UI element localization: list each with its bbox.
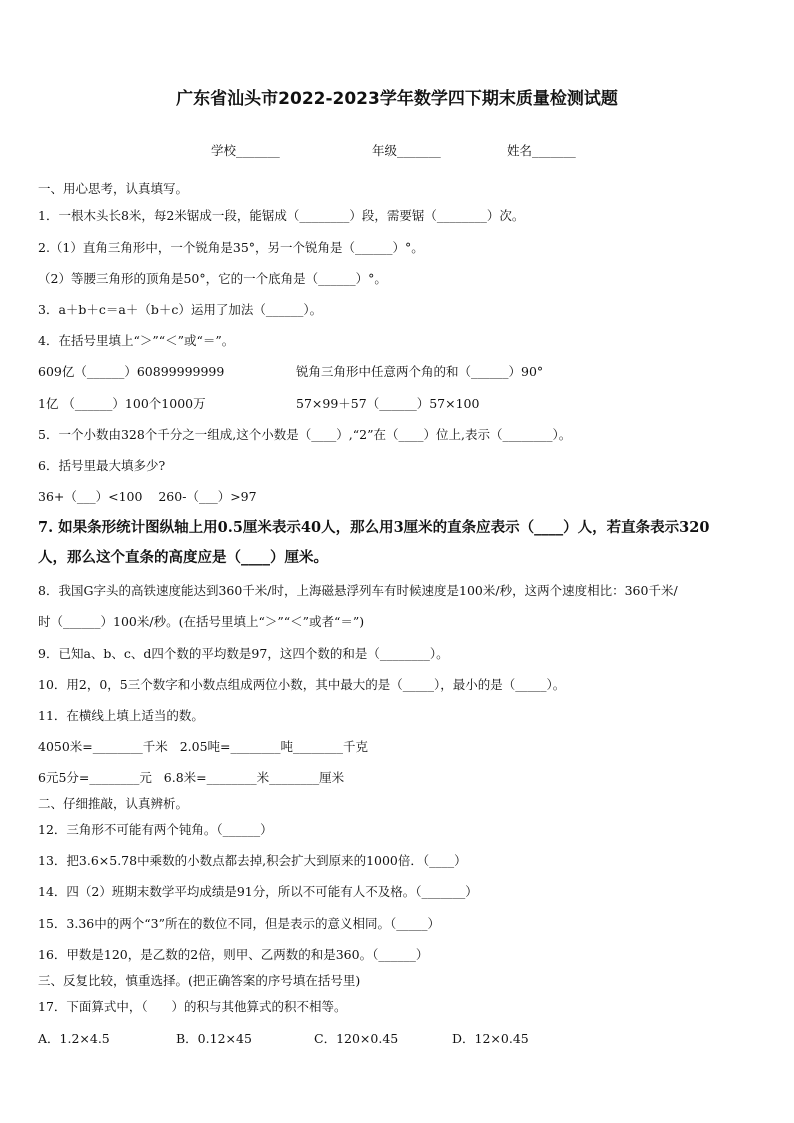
option-b: B．0.12×45 — [176, 1031, 252, 1046]
name-field: 姓名_______ — [507, 143, 576, 158]
question-13: 13．把3.6×5.78中乘数的小数点都去掉,积会扩大到原来的1000倍．（____） — [38, 853, 467, 868]
question-3: 3．a＋b＋c＝a＋（b＋c）运用了加法（______）。 — [38, 302, 323, 317]
school-field: 学校_______ — [211, 143, 280, 158]
question-14: 14．四（2）班期末数学平均成绩是91分，所以不可能有人不及格。（_______） — [38, 884, 478, 899]
question-9: 9．已知a、b、c、d四个数的平均数是97，这四个数的和是（________）。 — [38, 646, 449, 661]
question-4-row-2-left: 1亿 （______）100个1000万 — [38, 396, 206, 411]
option-c: C．120×0.45 — [314, 1031, 399, 1046]
question-2-part-2: （2）等腰三角形的顶角是50°，它的一个底角是（______）°。 — [38, 271, 387, 286]
option-a: A．1.2×4.5 — [38, 1031, 110, 1046]
question-16: 16．甲数是120，是乙数的2倍，则甲、乙两数的和是360。（______） — [38, 947, 429, 962]
question-4-row-2-right: 57×99＋57（______）57×100 — [296, 396, 480, 411]
question-11-row-2: 6元5分=________元 6.8米=________米________厘米 — [38, 770, 345, 785]
page-title: 广东省汕头市2022-2023学年数学四下期末质量检测试题 — [176, 89, 618, 109]
question-1: 1．一根木头长8米，每2米锯成一段，能锯成（________）段，需要锯（________）次。 — [38, 208, 525, 223]
option-d: D．12×0.45 — [452, 1031, 529, 1046]
grade-field: 年级_______ — [372, 143, 441, 158]
question-8-line-1: 8．我国G字头的高铁速度能达到360千米/时，上海磁悬浮列车有时候速度是100米/秒，这两个速度相比：360千米/ — [38, 583, 678, 598]
question-8-line-2: 时（______）100米/秒。(在括号里填上“＞”“＜”或者“＝”) — [38, 614, 365, 629]
question-4-row-1-left: 609亿（______）60899999999 — [38, 364, 225, 379]
question-7-line-2: 人，那么这个直条的高度应是（____）厘米。 — [38, 549, 328, 566]
question-17: 17．下面算式中，（ ）的积与其他算式的积不相等。 — [38, 999, 347, 1014]
section-1-heading: 一、用心思考，认真填写。 — [38, 181, 189, 196]
section-3-heading: 三、反复比较，慎重选择。(把正确答案的序号填在括号里) — [38, 973, 361, 988]
question-12: 12．三角形不可能有两个钝角。（______） — [38, 822, 273, 837]
question-6: 6．括号里最大填多少? — [38, 458, 166, 473]
question-4-row-1-right: 锐角三角形中任意两个角的和（______）90° — [296, 364, 544, 379]
question-11-row-1: 4050米=________千米 2.05吨=________吨________千克 — [38, 739, 369, 754]
question-11: 11．在横线上填上适当的数。 — [38, 708, 204, 723]
question-5: 5．一个小数由328个千分之一组成,这个小数是（____）,“2”在（____）位上,表示（________）。 — [38, 427, 572, 442]
question-4: 4．在括号里填上“＞”“＜”或“＝”。 — [38, 333, 235, 348]
question-10: 10．用2，0，5三个数字和小数点组成两位小数，其中最大的是（_____），最小的是（_____）。 — [38, 677, 566, 692]
question-15: 15．3.36中的两个“3”所在的数位不同，但是表示的意义相同。（_____） — [38, 916, 440, 931]
section-2-heading: 二、仔细推敲，认真辨析。 — [38, 796, 189, 811]
question-2-part-1: 2.（1）直角三角形中，一个锐角是35°，另一个锐角是（______）°。 — [38, 240, 424, 255]
question-7-line-1: 7. 如果条形统计图纵轴上用0.5厘米表示40人，那么用3厘米的直条应表示（____）人，若直条表示320 — [38, 519, 710, 536]
question-6-row: 36+（___）<100 260-（___）>97 — [38, 489, 257, 504]
